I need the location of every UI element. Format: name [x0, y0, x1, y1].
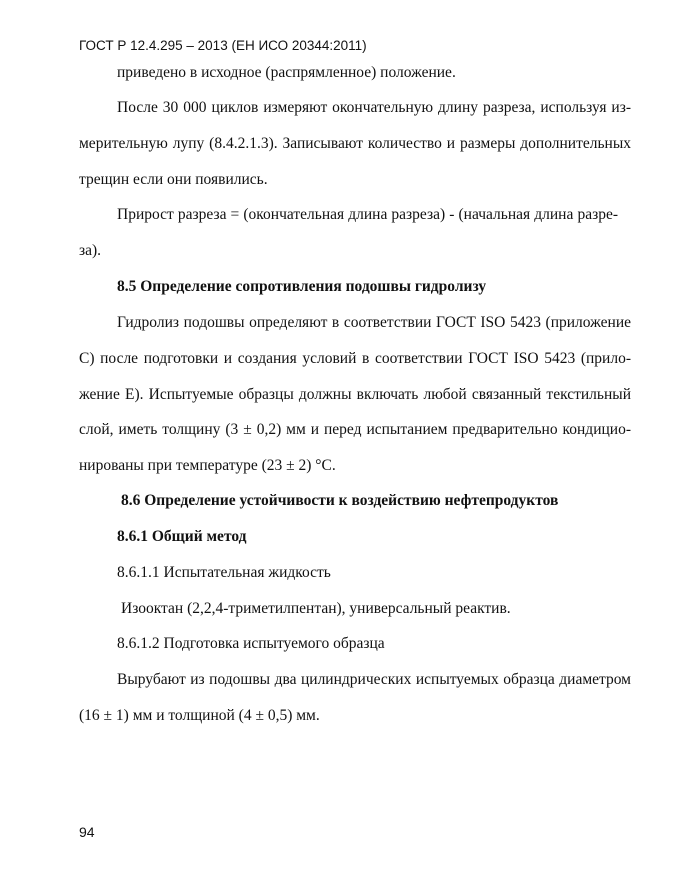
paragraph-line: трещин если они появились. [79, 171, 268, 188]
section-heading-8-6: 8.6 Определение устойчивости к воздействию нефтепродуктов [121, 492, 559, 509]
subsection-heading-8-6-1: 8.6.1 Общий метод [117, 528, 247, 545]
paragraph-line: 8.6.1.2 Подготовка испытуемого образца [117, 635, 385, 652]
paragraph-line: приведено в исходное (распрямленное) положение. [117, 64, 456, 81]
paragraph-line: С) после подготовки и создания условий в соответствии ГОСТ ISO 5423 (прило- [79, 350, 631, 367]
paragraph-line: (16 ± 1) мм и толщиной (4 ± 0,5) мм. [79, 707, 320, 724]
paragraph-line: жение Е). Испытуемые образцы должны включать любой связанный текстильный [79, 386, 631, 403]
paragraph-line: Изооктан (2,2,4-триметилпентан), универсальный реактив. [121, 600, 511, 617]
paragraph-line: мерительную лупу (8.4.2.1.3). Записывают количество и размеры дополнительных [79, 135, 631, 152]
page-number: 94 [79, 824, 95, 840]
paragraph-line: Гидролиз подошвы определяют в соответствии ГОСТ ISO 5423 (приложение [117, 314, 631, 331]
paragraph-line: слой, иметь толщину (3 ± 0,2) мм и перед испытанием предварительно кондицио- [79, 421, 631, 438]
paragraph-line: нированы при температуре (23 ± 2) °С. [79, 457, 336, 474]
document-header: ГОСТ Р 12.4.295 – 2013 (ЕН ИСО 20344:2011) [79, 38, 367, 53]
paragraph-line: Прирост разреза = (окончательная длина разреза) - (начальная длина разре- [117, 206, 618, 223]
paragraph-line: Вырубают из подошвы два цилиндрических испытуемых образца диаметром [117, 671, 631, 688]
paragraph-line: за). [79, 242, 102, 259]
paragraph-line: 8.6.1.1 Испытательная жидкость [117, 564, 331, 581]
section-heading-8-5: 8.5 Определение сопротивления подошвы гидролизу [117, 278, 487, 295]
paragraph-line: После 30 000 циклов измеряют окончательную длину разреза, используя из- [117, 99, 631, 116]
